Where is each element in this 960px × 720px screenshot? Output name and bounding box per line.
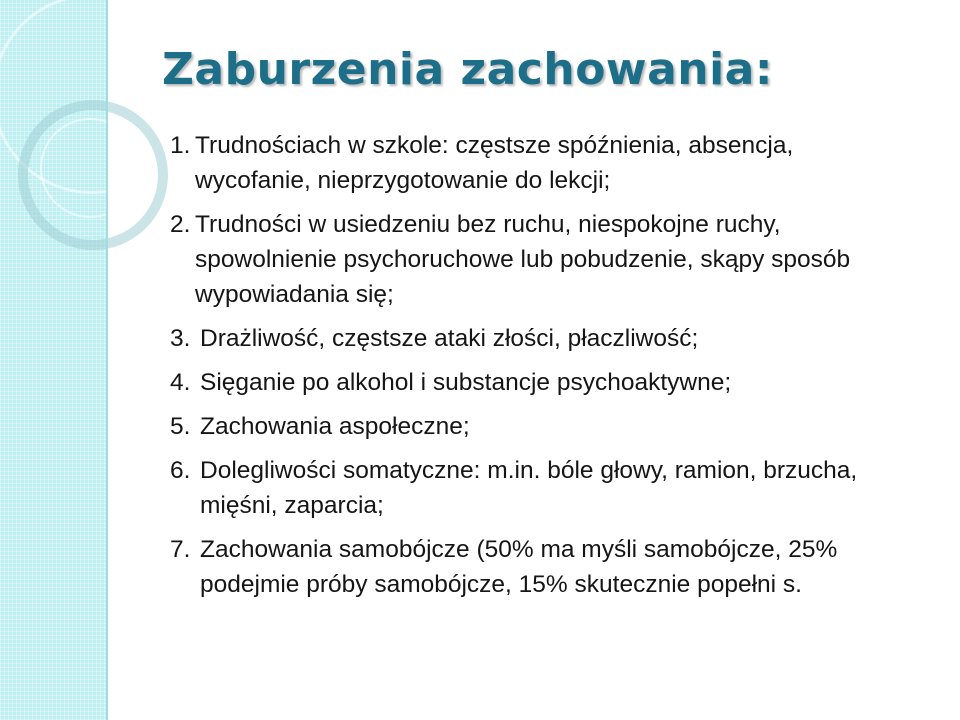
list-item-text: Drażliwość, częstsze ataki złości, płaczliwość; xyxy=(200,325,699,352)
list-item xyxy=(170,365,910,400)
list-item-number: 6. xyxy=(170,457,191,484)
list-item xyxy=(170,128,910,198)
list-item xyxy=(170,207,910,312)
decorative-ring xyxy=(40,118,140,218)
list-item-text: Trudnościach w szkole: częstsze spóźnienia, absencja, wycofanie, nieprzygotowanie do lekcji; xyxy=(195,132,794,194)
list-item-text: Trudności w usiedzeniu bez ruchu, niespokojne ruchy, spowolnienie psychoruchowe lub pobudzenie, skąpy sposób wypowiadania się; xyxy=(195,211,851,308)
behavior-disorders-list xyxy=(170,128,910,611)
list-item-number: 2. xyxy=(170,211,191,238)
list-item xyxy=(170,532,910,602)
list-item-number: 3. xyxy=(170,325,191,352)
list-item-text: Sięganie po alkohol i substancje psychoaktywne; xyxy=(200,369,732,396)
list-item-number: 7. xyxy=(170,536,191,563)
slide-title: Zaburzenia zachowania: xyxy=(162,44,773,95)
list-item-text: Zachowania samobójcze (50% ma myśli samobójcze, 25% podejmie próby samobójcze, 15% skutecznie popełni s. xyxy=(200,536,838,598)
decorative-side-band xyxy=(0,0,106,720)
list-item-number: 1. xyxy=(170,132,191,159)
list-item xyxy=(170,321,910,356)
list-item-text: Zachowania aspołeczne; xyxy=(200,413,470,440)
list-item-number: 5. xyxy=(170,413,191,440)
list-item-number: 4. xyxy=(170,369,191,396)
side-band-edge xyxy=(106,0,108,720)
list-item xyxy=(170,409,910,444)
list-item-text: Dolegliwości somatyczne: m.in. bóle głowy, ramion, brzucha, mięśni, zaparcia; xyxy=(200,457,858,519)
list-item xyxy=(170,453,910,523)
